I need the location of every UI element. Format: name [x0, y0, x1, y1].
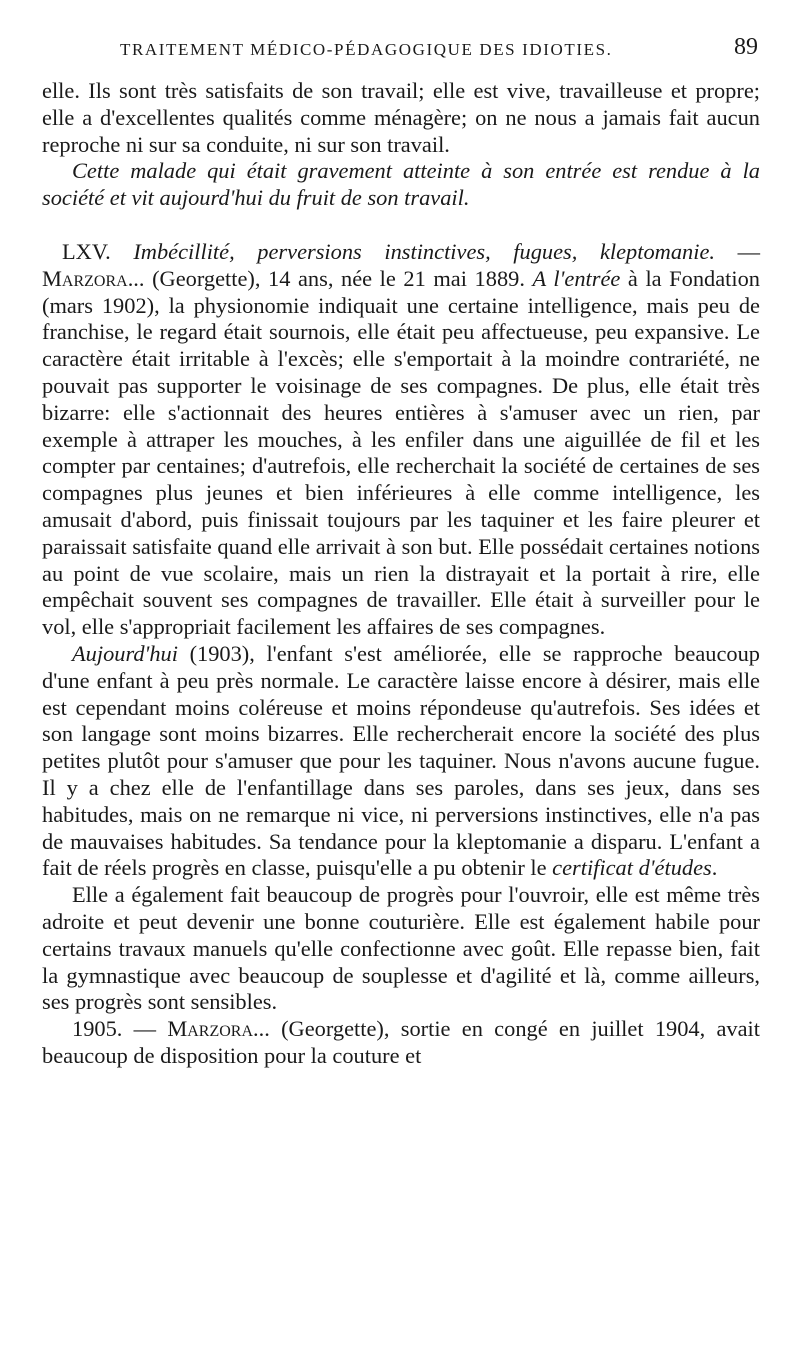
followup-text: (Georgette), sortie en congé en juillet 1904, avait beaucoup de disposition pour la couture et	[42, 1016, 761, 1068]
ouvroir-paragraph: Elle a également fait beaucoup de progrès pour l'ouvroir, elle est même très adroite et peut devenir une bonne couturière. Elle est également habile pour certains travaux manuels qu'elle confectionne avec goût. Elle repasse bien, fait la gymnastique avec beaucoup de souplesse et d'agilité et là, comme ailleurs, ses progrès sont sensibles.	[42, 882, 760, 1015]
paragraph-continuation: elle. Ils sont très satisfaits de son travail; elle est vive, travailleuse et propre; elle a d'excellentes qualités comme ménagère; on ne nous a jamais fait aucun reproche ni sur sa conduite, ni sur son travail.	[42, 78, 760, 157]
today-end: .	[711, 855, 718, 881]
case-number: LXV.	[62, 238, 111, 264]
followup-paragraph	[42, 1016, 760, 1070]
section-spacer	[42, 212, 760, 239]
today-label: Aujourd'hui	[72, 640, 178, 666]
certificat-label: certificat d'études	[552, 855, 712, 881]
body-text	[42, 78, 760, 1070]
followup-name: Marzora...	[167, 1016, 270, 1042]
conclusion-italic: Cette malade qui était gravement atteinte à son entrée est rendue à la société et vit aujourd'hui du fruit de son travail.	[42, 158, 760, 211]
case-dash: —	[714, 238, 760, 264]
entry-label: A l'entrée	[532, 265, 621, 291]
page-number: 89	[734, 34, 758, 60]
case-details: (Georgette), 14 ans, née le 21 mai 1889.	[144, 265, 525, 291]
followup-year: 1905.	[72, 1016, 123, 1042]
today-paragraph	[42, 641, 760, 882]
entry-text: à la Fondation (mars 1902), la physionomie indiquait une certaine intelligence, mais peu de franchise, le regard était sournois, elle était peu affectueuse, peu expansive. Le caractère était irritable à l'excès; elle s'emportait à la moindre contrariété, ne pouvait pas supporter le voisinage de ses compagnes. De plus, elle était très bizarre: elle s'actionnait des heures entières à s'amuser avec un rien, par exemple à attraper les mouches, à les enfiler dans une aiguillée de fil et les compter par centaines; d'autrefois, elle recherchait la société de certaines de ses compagnes plus jeunes et bien inférieures à elle comme intelligence, les amusait d'abord, puis finissait toujours par les taquiner et les faire pleurer et paraissait satisfaite quand elle arrivait à son but. Elle possédait certaines notions au point de vue scolaire, mais un rien la distrayait et la portait à rire, elle empêchait souvent ses compagnes de travailler. Elle était à surveiller pour le vol, elle s'appropriait facilement les affaires de ses compagnes.	[42, 265, 760, 640]
followup-dash: —	[122, 1016, 168, 1042]
today-text: (1903), l'enfant s'est améliorée, elle se rapproche beaucoup d'une enfant à peu près normale. Le caractère laisse encore à désirer, mais elle est cependant moins coléreuse et moins répondeuse qu'autrefois. Ses idées et son langage sont moins bizarres. Elle rechercherait encore la société des plus petites plutôt pour s'amuser que pour les taquiner. Nous n'avons aucune fugue. Il y a chez elle de l'enfantillage dans ses paroles, dans ses jeux, dans ses habitudes, mais on ne remarque ni vice, ni perversions instinctives, elle n'a pas de mauvaises habitudes. Sa tendance pour la kleptomanie a disparu. L'enfant a fait de réels progrès en classe, puisqu'elle a pu obtenir le	[42, 640, 760, 881]
running-header	[42, 0, 760, 78]
case-paragraph	[42, 239, 760, 641]
patient-name: Marzora...	[42, 265, 145, 291]
case-title: Imbécillité, perversions instinctives, fugues, kleptomanie.	[133, 238, 715, 264]
running-title: TRAITEMENT MÉDICO-PÉDAGOGIQUE DES IDIOTIES.	[120, 40, 613, 59]
